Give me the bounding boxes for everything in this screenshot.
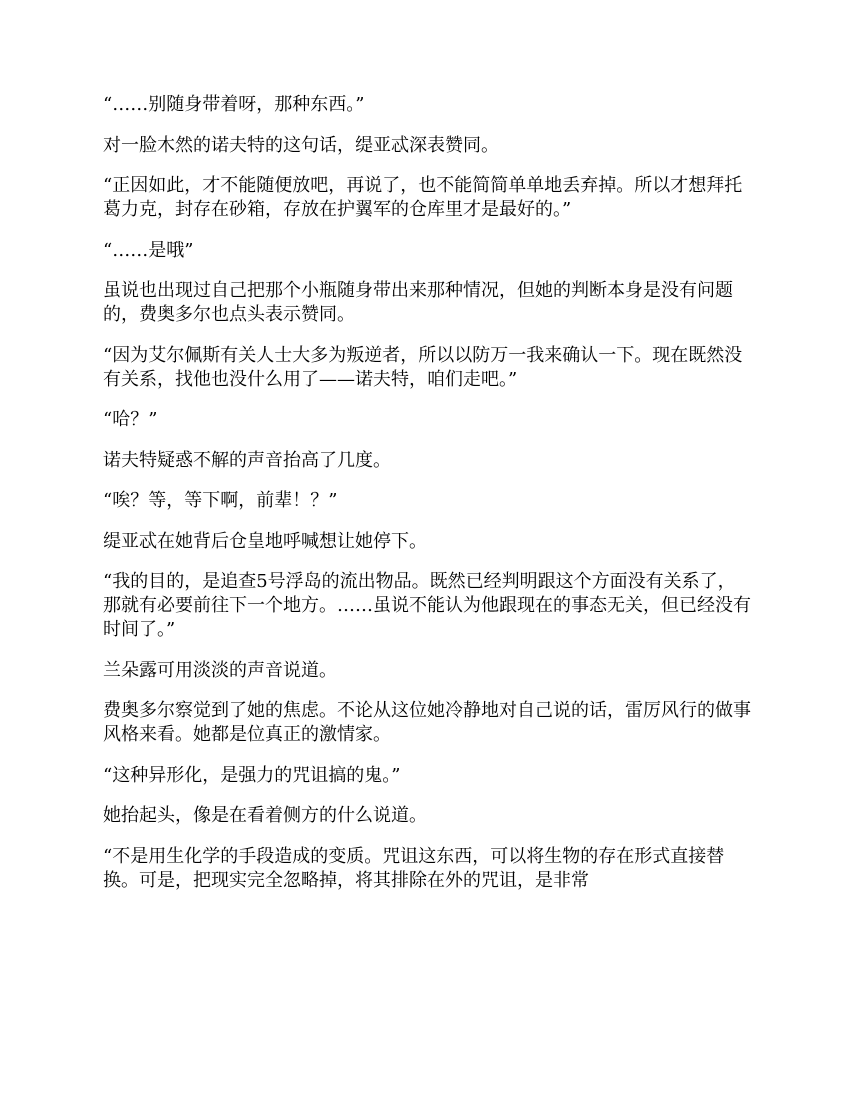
- paragraph: “唉？等，等下啊，前辈！？”: [103, 490, 338, 511]
- paragraph: 缇亚忒在她背后仓皇地呼喊想让她停下。: [103, 530, 427, 552]
- paragraph: “正因如此，才不能随便放吧，再说了，也不能简简单单地丢弃掉。所以才想拜托葛力克，封存在砂箱，存放在护翼军的仓库里才是最好的。”: [103, 175, 743, 220]
- paragraph: “我的目的，是追查5号浮岛的流出物品。既然已经判明跟这个方面没有关系了，那就有必要前往下一个地方。……虽说不能认为他跟现在的事态无关，但已经没有时间了。”: [103, 571, 751, 640]
- paragraph: “这种异形化，是强力的咒诅搞的鬼。”: [103, 764, 401, 786]
- paragraph: 对一脸木然的诺夫特的这句话，缇亚忒深表赞同。: [103, 134, 499, 156]
- paragraph: “哈？”: [103, 409, 158, 430]
- paragraph: 费奥多尔察觉到了她的焦虑。不论从这位她冷静地对自己说的话，雷厉风行的做事风格来看。她都是位真正的激情家。: [103, 700, 751, 745]
- paragraph: “不是用生化学的手段造成的变质。咒诅这东西，可以将生物的存在形式直接替换。可是，把现实完全忽略掉，将其排除在外的咒诅，是非常: [103, 845, 725, 891]
- paragraph: “……别随身带着呀，那种东西。”: [103, 94, 365, 115]
- paragraph: “因为艾尔佩斯有关人士大多为叛逆者，所以以防万一我来确认一下。现在既然没有关系，找他也没什么用了——诺夫特，咱们走吧。”: [103, 344, 743, 390]
- paragraph: 诺夫特疑惑不解的声音抬高了几度。: [103, 449, 391, 471]
- document-body: [103, 93, 751, 909]
- paragraph: 兰朵露可用淡淡的声音说道。: [103, 659, 337, 681]
- paragraph: 虽说也出现过自己把那个小瓶随身带出来那种情况，但她的判断本身是没有问题的，费奥多尔也点头表示赞同。: [103, 280, 733, 325]
- paragraph: 她抬起头，像是在看着侧方的什么说道。: [103, 805, 427, 826]
- paragraph: “……是哦”: [103, 239, 194, 261]
